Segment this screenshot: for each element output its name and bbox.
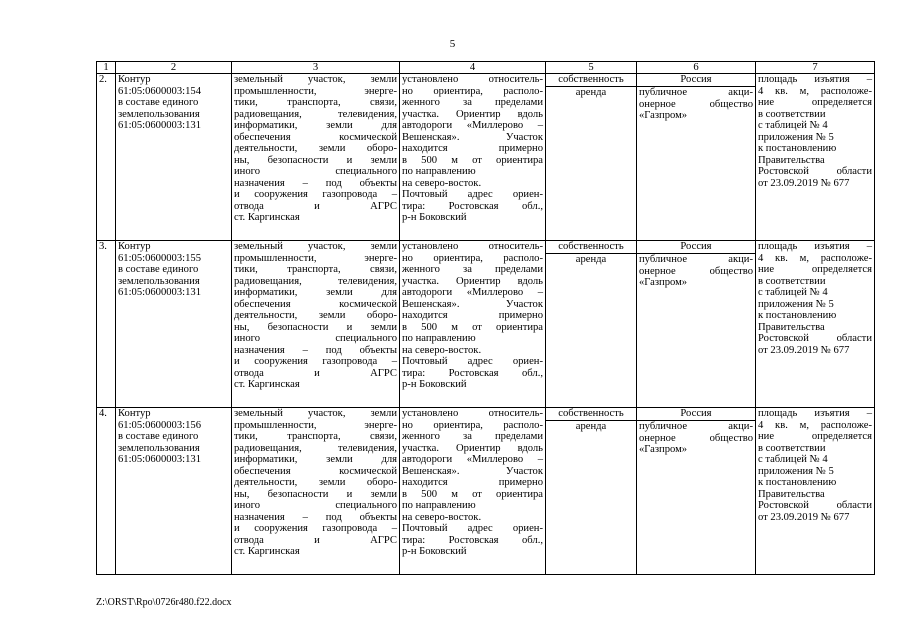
rightholder-lessee — [637, 254, 755, 289]
text-line: автодороги «Миллерово – — [402, 287, 543, 298]
text-line: находится примерно — [402, 310, 543, 321]
text-line: деятельности, земли оборо- — [234, 310, 397, 321]
rights-cell — [546, 74, 637, 241]
text-line: Правительства — [758, 321, 825, 333]
text-line: ние определяется — [758, 97, 872, 108]
text-line: площадь изъятия – — [758, 408, 872, 419]
text-line: тики, транспорта, связи, — [234, 97, 397, 108]
table-row — [97, 74, 875, 241]
text-line: отвода и АГРС — [234, 534, 397, 546]
text-line: земельный участок, земли — [234, 408, 397, 419]
text-line: промышленности, энерге- — [234, 85, 397, 97]
text-line: землепользования — [118, 108, 200, 120]
text-line: в составе единого — [118, 264, 199, 275]
text-line: 4 кв. м, расположе- — [758, 419, 872, 431]
file-path-footer: Z:\ORST\Rpo\0726r480.f22.docx — [96, 597, 232, 608]
rightholder-owner: Россия — [637, 241, 755, 254]
text-line: в 500 м от ориентира — [402, 321, 543, 333]
text-line: площадь изъятия – — [758, 74, 872, 85]
text-line: радиовещания, телевидения, — [234, 442, 397, 454]
location-cell — [400, 408, 546, 575]
text-line: и сооружения газопровода – — [234, 189, 397, 200]
text-line: обеспечения космической — [234, 131, 397, 143]
text-line: 61:05:0600003:131 — [118, 454, 201, 465]
text-line: 4 кв. м, расположе- — [758, 85, 872, 97]
text-line: тики, транспорта, связи, — [234, 264, 397, 275]
text-line: промышленности, энерге- — [234, 252, 397, 264]
text-line: ны, безопасности и земли — [234, 488, 397, 500]
text-line: онерное общество — [639, 432, 753, 444]
text-line: Вешенская». Участок — [402, 131, 543, 143]
text-line: «Газпром» — [639, 110, 688, 121]
text-line: в составе единого — [118, 431, 199, 442]
text-line: отвода и АГРС — [234, 200, 397, 212]
right-type-ownership: собственность — [546, 241, 636, 254]
text-line: приложения № 5 — [758, 465, 834, 477]
text-line: Ростовской области — [758, 333, 872, 344]
text-line: Почтовый адрес ориен- — [402, 356, 543, 367]
text-line: женного за пределами — [402, 97, 543, 108]
rightholder-owner: Россия — [637, 408, 755, 421]
text-line: иного специального — [234, 333, 397, 344]
text-line: женного за пределами — [402, 264, 543, 275]
text-line: р-н Боковский — [402, 212, 467, 223]
text-line: установлено относитель- — [402, 74, 543, 85]
right-type-lease: аренда — [575, 421, 607, 432]
text-line: ние определяется — [758, 264, 872, 275]
text-line: Правительства — [758, 488, 825, 500]
text-line: Правительства — [758, 154, 825, 166]
text-line: с таблицей № 4 — [758, 287, 828, 298]
location-cell — [400, 241, 546, 408]
text-line: деятельности, земли оборо- — [234, 477, 397, 488]
text-line: р-н Боковский — [402, 546, 467, 557]
text-line: публичное акци- — [639, 421, 753, 432]
text-line: участка. Ориентир вдоль — [402, 442, 543, 454]
rightholder-owner: Россия — [637, 74, 755, 87]
row-number: 4. — [97, 408, 116, 575]
text-line: от 23.09.2019 № 677 — [758, 344, 850, 356]
text-line: деятельности, земли оборо- — [234, 143, 397, 154]
text-line: 61:05:0600003:155 — [118, 252, 201, 264]
row-number: 3. — [97, 241, 116, 408]
area-cell — [756, 241, 875, 408]
text-line: по направлению — [402, 166, 476, 177]
text-line: радиовещания, телевидения, — [234, 275, 397, 287]
text-line: в соответствии — [758, 275, 826, 287]
rights-cell — [546, 408, 637, 575]
text-line: по направлению — [402, 500, 476, 511]
text-line: но ориентира, располо- — [402, 85, 543, 97]
text-line: с таблицей № 4 — [758, 454, 828, 465]
contour-cell — [116, 74, 232, 241]
text-line: Ростовской области — [758, 500, 872, 511]
text-line: 61:05:0600003:131 — [118, 287, 201, 298]
text-line: тира: Ростовская обл., — [402, 200, 543, 212]
text-line: тира: Ростовская обл., — [402, 534, 543, 546]
rightholder-cell — [637, 74, 756, 241]
text-line: в соответствии — [758, 108, 826, 120]
header-cell-2: 2 — [116, 62, 232, 74]
text-line: «Газпром» — [639, 444, 688, 455]
text-line: но ориентира, располо- — [402, 419, 543, 431]
text-line: в соответствии — [758, 442, 826, 454]
text-line: ст. Каргинская — [234, 379, 300, 390]
text-line: иного специального — [234, 166, 397, 177]
text-line: в 500 м от ориентира — [402, 154, 543, 166]
text-line: Контур — [118, 408, 151, 419]
text-line: установлено относитель- — [402, 408, 543, 419]
location-cell — [400, 74, 546, 241]
text-line: «Газпром» — [639, 277, 688, 288]
text-line: радиовещания, телевидения, — [234, 108, 397, 120]
text-line: автодороги «Миллерово – — [402, 120, 543, 131]
contour-cell — [116, 408, 232, 575]
text-line: информатики, земли для — [234, 287, 397, 298]
header-cell-6: 6 — [637, 62, 756, 74]
text-line: обеспечения космической — [234, 298, 397, 310]
text-line: автодороги «Миллерово – — [402, 454, 543, 465]
text-line: ст. Каргинская — [234, 212, 300, 223]
land-category-cell — [232, 241, 400, 408]
text-line: но ориентира, располо- — [402, 252, 543, 264]
text-line: Почтовый адрес ориен- — [402, 523, 543, 534]
text-line: назначения – под объекты — [234, 344, 397, 356]
text-line: в составе единого — [118, 97, 199, 108]
text-line: отвода и АГРС — [234, 367, 397, 379]
text-line: от 23.09.2019 № 677 — [758, 177, 850, 189]
text-line: женного за пределами — [402, 431, 543, 442]
page-number: 5 — [449, 38, 456, 50]
text-line: ст. Каргинская — [234, 546, 300, 557]
area-cell — [756, 408, 875, 575]
text-line: Вешенская». Участок — [402, 465, 543, 477]
text-line: Почтовый адрес ориен- — [402, 189, 543, 200]
text-line: Контур — [118, 241, 151, 252]
text-line: от 23.09.2019 № 677 — [758, 511, 850, 523]
text-line: по направлению — [402, 333, 476, 344]
text-line: приложения № 5 — [758, 131, 834, 143]
text-line: площадь изъятия – — [758, 241, 872, 252]
text-line: р-н Боковский — [402, 379, 467, 390]
land-plot-table — [96, 61, 875, 575]
text-line: публичное акци- — [639, 254, 753, 265]
text-line: с таблицей № 4 — [758, 120, 828, 131]
rightholder-cell — [637, 241, 756, 408]
text-line: к постановлению — [758, 477, 837, 488]
right-type-lease: аренда — [575, 254, 607, 265]
text-line: онерное общество — [639, 265, 753, 277]
text-line: информатики, земли для — [234, 454, 397, 465]
text-line: к постановлению — [758, 143, 837, 154]
right-type-lease: аренда — [575, 87, 607, 98]
row-number: 2. — [97, 74, 116, 241]
text-line: тира: Ростовская обл., — [402, 367, 543, 379]
text-line: и сооружения газопровода – — [234, 523, 397, 534]
text-line: находится примерно — [402, 143, 543, 154]
table-row — [97, 408, 875, 575]
text-line: ние определяется — [758, 431, 872, 442]
contour-cell — [116, 241, 232, 408]
table-row — [97, 241, 875, 408]
area-cell — [756, 74, 875, 241]
text-line: промышленности, энерге- — [234, 419, 397, 431]
text-line: земельный участок, земли — [234, 241, 397, 252]
text-line: на северо-восток. — [402, 177, 482, 189]
text-line: и сооружения газопровода – — [234, 356, 397, 367]
text-line: назначения – под объекты — [234, 177, 397, 189]
text-line: назначения – под объекты — [234, 511, 397, 523]
rightholder-cell — [637, 408, 756, 575]
land-category-cell — [232, 74, 400, 241]
text-line: Контур — [118, 74, 151, 85]
text-line: участка. Ориентир вдоль — [402, 108, 543, 120]
header-cell-5: 5 — [546, 62, 637, 74]
land-category-cell — [232, 408, 400, 575]
text-line: иного специального — [234, 500, 397, 511]
text-line: находится примерно — [402, 477, 543, 488]
text-line: установлено относитель- — [402, 241, 543, 252]
text-line: 4 кв. м, расположе- — [758, 252, 872, 264]
rightholder-lessee — [637, 87, 755, 122]
header-cell-4: 4 — [400, 62, 546, 74]
text-line: участка. Ориентир вдоль — [402, 275, 543, 287]
text-line: земельный участок, земли — [234, 74, 397, 85]
text-line: публичное акци- — [639, 87, 753, 98]
header-row — [97, 62, 875, 74]
text-line: приложения № 5 — [758, 298, 834, 310]
text-line: к постановлению — [758, 310, 837, 321]
right-type-ownership: собственность — [546, 408, 636, 421]
text-line: на северо-восток. — [402, 344, 482, 356]
text-line: землепользования — [118, 275, 200, 287]
rights-cell — [546, 241, 637, 408]
text-line: Ростовской области — [758, 166, 872, 177]
rightholder-lessee — [637, 421, 755, 456]
text-line: на северо-восток. — [402, 511, 482, 523]
text-line: информатики, земли для — [234, 120, 397, 131]
text-line: тики, транспорта, связи, — [234, 431, 397, 442]
header-cell-1: 1 — [97, 62, 116, 74]
text-line: ны, безопасности и земли — [234, 321, 397, 333]
header-cell-7: 7 — [756, 62, 875, 74]
right-type-ownership: собственность — [546, 74, 636, 87]
text-line: землепользования — [118, 442, 200, 454]
text-line: 61:05:0600003:131 — [118, 120, 201, 131]
text-line: в 500 м от ориентира — [402, 488, 543, 500]
text-line: 61:05:0600003:154 — [118, 85, 201, 97]
text-line: 61:05:0600003:156 — [118, 419, 201, 431]
header-cell-3: 3 — [232, 62, 400, 74]
text-line: ны, безопасности и земли — [234, 154, 397, 166]
text-line: обеспечения космической — [234, 465, 397, 477]
text-line: онерное общество — [639, 98, 753, 110]
text-line: Вешенская». Участок — [402, 298, 543, 310]
